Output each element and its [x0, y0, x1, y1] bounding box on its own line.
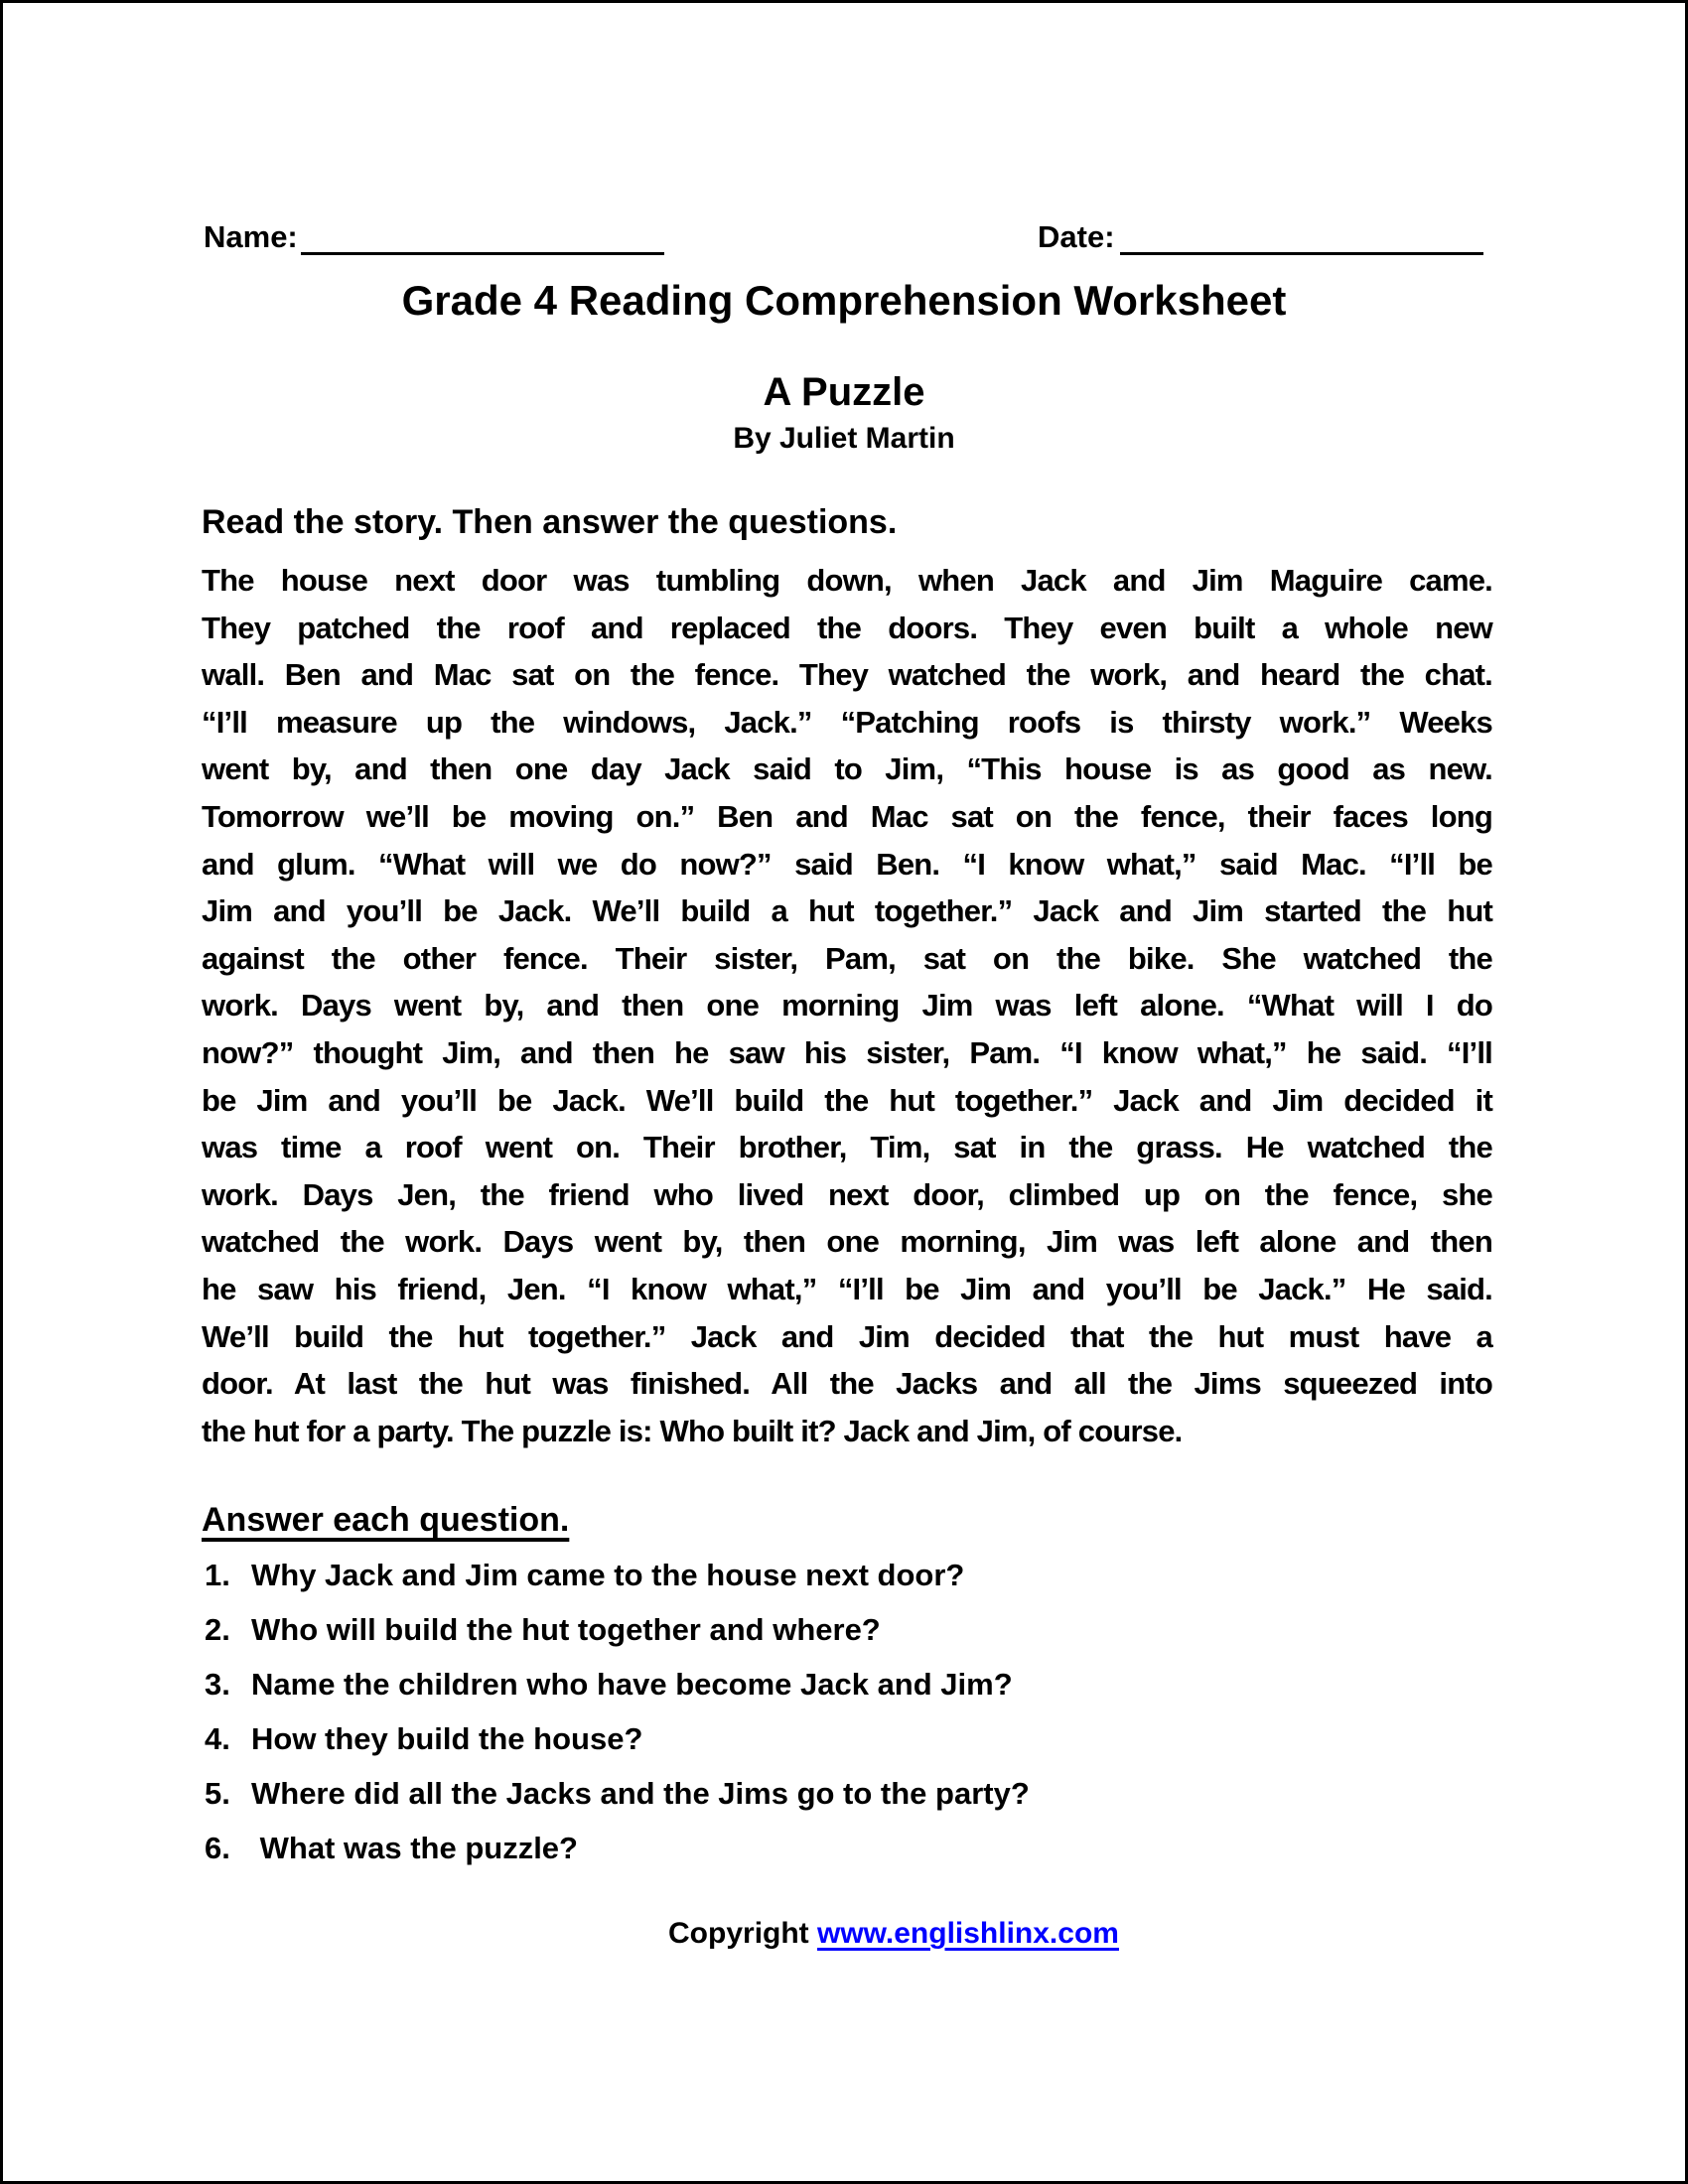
- englishlinx-link[interactable]: www.englishlinx.com: [817, 1917, 1119, 1950]
- question-number: 6.: [205, 1831, 230, 1865]
- story-line: wall. Ben and Mac sat on the fence. They watched the work, and heard the chat.: [202, 657, 1492, 693]
- question-text: What was the puzzle?: [251, 1831, 578, 1865]
- question-text: Who will build the hut together and where?: [251, 1612, 881, 1647]
- story-line: Jim and you’ll be Jack. We’ll build a hut together.” Jack and Jim started the hut: [202, 893, 1492, 929]
- story-byline: By Juliet Martin: [733, 422, 955, 455]
- question-number: 3.: [205, 1667, 230, 1702]
- question-number: 4.: [205, 1721, 230, 1756]
- story-line: “I’ll measure up the windows, Jack.” “Patching roofs is thirsty work.” Weeks: [202, 704, 1492, 740]
- story-line: the hut for a party. The puzzle is: Who built it? Jack and Jim, of course.: [202, 1413, 1183, 1448]
- story-line: now?” thought Jim, and then he saw his sister, Pam. “I know what,” he said. “I’ll: [202, 1034, 1492, 1070]
- question-number: 2.: [205, 1612, 230, 1647]
- question-text: Why Jack and Jim came to the house next door?: [251, 1558, 965, 1592]
- question-number: 1.: [205, 1558, 230, 1592]
- question-item: [205, 1667, 1495, 1703]
- story-line: The house next door was tumbling down, when Jack and Jim Maguire came.: [202, 563, 1492, 598]
- question-item: [205, 1831, 1495, 1866]
- story-line: door. At last the hut was finished. All the Jacks and all the Jims squeezed into: [202, 1366, 1492, 1402]
- question-text: Where did all the Jacks and the Jims go to the party?: [251, 1776, 1030, 1811]
- story-line: Tomorrow we’ll be moving on.” Ben and Mac sat on the fence, their faces long: [202, 798, 1492, 834]
- copyright-line: [3, 1916, 1685, 1952]
- question-number: 5.: [205, 1776, 230, 1811]
- copyright-label: Copyright: [668, 1917, 809, 1950]
- story-line: against the other fence. Their sister, Pam, sat on the bike. She watched the: [202, 940, 1492, 976]
- question-item: [205, 1558, 1495, 1593]
- story-line: be Jim and you’ll be Jack. We’ll build the hut together.” Jack and Jim decided it: [202, 1082, 1492, 1118]
- question-text: Name the children who have become Jack and Jim?: [251, 1667, 1013, 1702]
- questions-list: [205, 1558, 1495, 1885]
- story-line: was time a roof went on. Their brother, Tim, sat in the grass. He watched the: [202, 1130, 1492, 1165]
- name-blank-line: [301, 252, 664, 255]
- date-label: Date:: [1038, 219, 1115, 254]
- story-line: They patched the roof and replaced the doors. They even built a whole new: [202, 610, 1492, 645]
- question-item: [205, 1776, 1495, 1812]
- story-line: watched the work. Days went by, then one morning, Jim was left alone and then: [202, 1224, 1492, 1260]
- story-line: work. Days went by, and then one morning Jim was left alone. “What will I do: [202, 988, 1492, 1024]
- story-line: he saw his friend, Jen. “I know what,” “I’ll be Jim and you’ll be Jack.” He said.: [202, 1271, 1492, 1306]
- story-paragraph: [202, 557, 1492, 1454]
- question-item: [205, 1721, 1495, 1757]
- story-line: and glum. “What will we do now?” said Ben. “I know what,” said Mac. “I’ll be: [202, 846, 1492, 882]
- questions-heading: Answer each question.: [202, 1501, 570, 1539]
- date-blank-line: [1120, 252, 1483, 255]
- story-line: work. Days Jen, the friend who lived next door, climbed up on the fence, she: [202, 1176, 1492, 1212]
- worksheet-title: Grade 4 Reading Comprehension Worksheet: [401, 277, 1287, 324]
- name-label: Name:: [204, 219, 298, 254]
- story-line: We’ll build the hut together.” Jack and Jim decided that the hut must have a: [202, 1318, 1492, 1354]
- question-item: [205, 1612, 1495, 1648]
- instructions-text: Read the story. Then answer the questions.: [202, 503, 898, 541]
- story-title: A Puzzle: [763, 370, 925, 414]
- question-text: How they build the house?: [251, 1721, 643, 1756]
- story-line: went by, and then one day Jack said to Jim, “This house is as good as new.: [202, 751, 1492, 787]
